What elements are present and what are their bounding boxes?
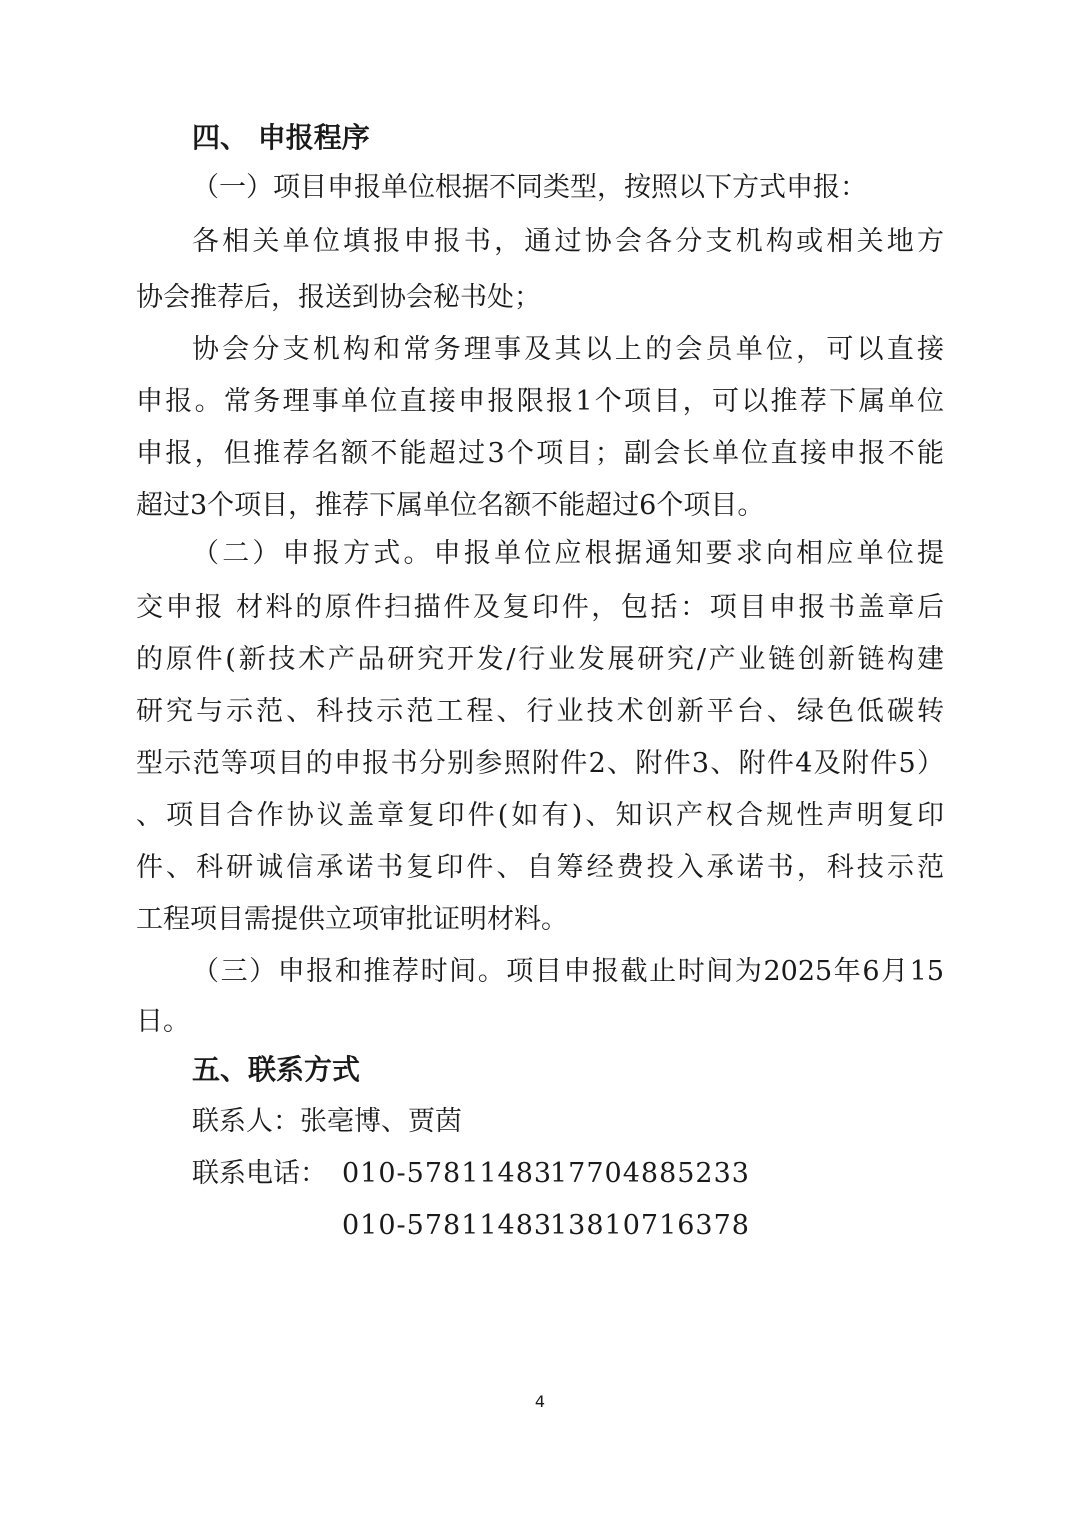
paragraph-2-line: 各相关单位填报申报书，通过协会各分支机构或相关地方 — [192, 226, 944, 257]
section-5-heading: 五、联系方式 — [192, 1053, 361, 1086]
paragraph-4-line: （二）申报方式。申报单位应根据通知要求向相应单位提 — [192, 538, 944, 569]
phone-number: 17704885233 — [550, 1158, 750, 1189]
paragraph-3-line: 申报。常务理事单位直接申报限报1个项目，可以推荐下属单位 — [136, 386, 944, 417]
section-4-heading: 四、 申报程序 — [192, 121, 370, 154]
paragraph-5-line: 日。 — [136, 1006, 190, 1037]
paragraph-4-line: 、项目合作协议盖章复印件(如有)、知识产权合规性声明复印 — [136, 800, 944, 831]
phone-number: 13810716378 — [550, 1210, 750, 1241]
paragraph-4-line: 型示范等项目的申报书分别参照附件2、附件3、附件4及附件5） — [136, 748, 944, 779]
contact-person: 联系人：张亳博、贾茵 — [192, 1106, 462, 1137]
paragraph-4-line: 的原件(新技术产品研究开发/行业发展研究/产业链创新链构建 — [136, 644, 944, 675]
phone-number: 010-57811483 — [342, 1158, 553, 1189]
paragraph-2-line: 协会推荐后，报送到协会秘书处； — [136, 282, 541, 313]
phone-label: 联系电话： — [192, 1158, 327, 1189]
phone-number: 010-57811483 — [342, 1210, 553, 1241]
paragraph-3-line: 协会分支机构和常务理事及其以上的会员单位，可以直接 — [192, 334, 944, 365]
paragraph-3-line: 超过3个项目，推荐下属单位名额不能超过6个项目。 — [136, 490, 765, 521]
paragraph-5-line: （三）申报和推荐时间。项目申报截止时间为2025年6月15 — [192, 956, 944, 987]
paragraph-1-line: （一）项目申报单位根据不同类型，按照以下方式申报： — [192, 172, 867, 203]
paragraph-4-line: 研究与示范、科技示范工程、行业技术创新平台、绿色低碳转 — [136, 696, 944, 727]
page-number: 4 — [534, 1392, 546, 1411]
paragraph-4-line: 件、科研诚信承诺书复印件、自筹经费投入承诺书，科技示范 — [136, 852, 944, 883]
paragraph-4-line: 工程项目需提供立项审批证明材料。 — [136, 904, 568, 935]
paragraph-3-line: 申报，但推荐名额不能超过3个项目；副会长单位直接申报不能 — [136, 438, 944, 469]
paragraph-4-line: 交申报 材料的原件扫描件及复印件，包括：项目申报书盖章后 — [136, 592, 944, 623]
